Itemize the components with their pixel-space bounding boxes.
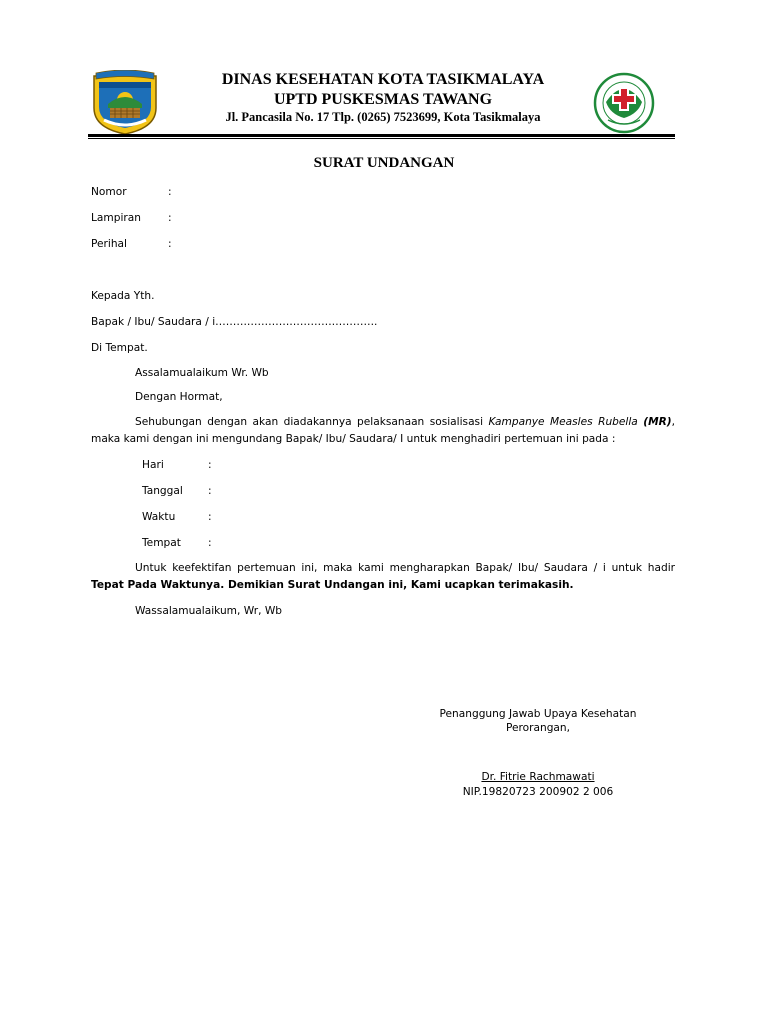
- schedule-label-tanggal: Tanggal: [142, 485, 183, 497]
- recipient-line3: Di Tempat.: [91, 342, 148, 354]
- agency-name: DINAS KESEHATAN KOTA TASIKMALAYA: [221, 71, 545, 88]
- header-divider-thin: [88, 138, 675, 139]
- signature-role-line1: Penanggung Jawab Upaya Kesehatan: [439, 708, 637, 720]
- meta-colon: :: [168, 186, 172, 198]
- schedule-label-tempat: Tempat: [142, 537, 181, 549]
- body-paragraph-2: [91, 560, 675, 594]
- meta-colon: :: [168, 212, 172, 224]
- kota-tasikmalaya-logo: [90, 70, 160, 136]
- body-paragraph-1: [91, 414, 675, 448]
- greeting: Assalamualaikum Wr. Wb: [135, 367, 269, 379]
- body1-text-2: , maka kami dengan ini mengundang Bapak/ Ibu/ Saudara/ I untuk menghadiri pertemuan ini pada :: [91, 416, 675, 445]
- bakti-husada-logo: [590, 72, 658, 134]
- signature-role-line2: Perorangan,: [506, 722, 570, 734]
- body2-text-1: Untuk keefektifan pertemuan ini, maka kami mengharapkan Bapak/ Ibu/ Saudara / i untuk hadir: [135, 562, 675, 574]
- signature-nip: NIP.19820723 200902 2 006: [462, 786, 614, 798]
- schedule-label-waktu: Waktu: [142, 511, 176, 523]
- meta-label-lampiran: Lampiran: [91, 212, 141, 224]
- meta-label-nomor: Nomor: [91, 186, 127, 198]
- schedule-label-hari: Hari: [142, 459, 164, 471]
- body2-text-2: . Demikian Surat Undangan ini, Kami ucapkan terimakasih.: [220, 579, 574, 591]
- header-divider-thick: [88, 134, 675, 137]
- schedule-colon: :: [208, 511, 212, 523]
- signature-name: Dr. Fitrie Rachmawati: [481, 771, 595, 783]
- closing: Wassalamualaikum, Wr, Wb: [135, 605, 283, 617]
- recipient-line1: Kepada Yth.: [91, 290, 155, 302]
- letter-title: SURAT UNDANGAN: [313, 155, 455, 171]
- meta-colon: :: [168, 238, 172, 250]
- schedule-colon: :: [208, 537, 212, 549]
- schedule-colon: :: [208, 485, 212, 497]
- salutation: Dengan Hormat,: [135, 391, 223, 403]
- body2-bold: Tepat Pada Waktunya: [91, 579, 221, 591]
- body1-italic: Kampanye Measles Rubella: [488, 416, 638, 428]
- meta-label-perihal: Perihal: [91, 238, 127, 250]
- body1-italic-bold: (MR): [643, 416, 672, 428]
- schedule-colon: :: [208, 459, 212, 471]
- unit-name: UPTD PUSKESMAS TAWANG: [273, 91, 493, 108]
- recipient-line2: Bapak / Ibu/ Saudara / i……………………………………….: [91, 316, 378, 328]
- agency-address: Jl. Pancasila No. 17 Tlp. (0265) 7523699, Kota Tasikmalaya: [225, 110, 541, 124]
- body1-text-1: Sehubungan dengan akan diadakannya pelaksanaan sosialisasi: [135, 416, 489, 428]
